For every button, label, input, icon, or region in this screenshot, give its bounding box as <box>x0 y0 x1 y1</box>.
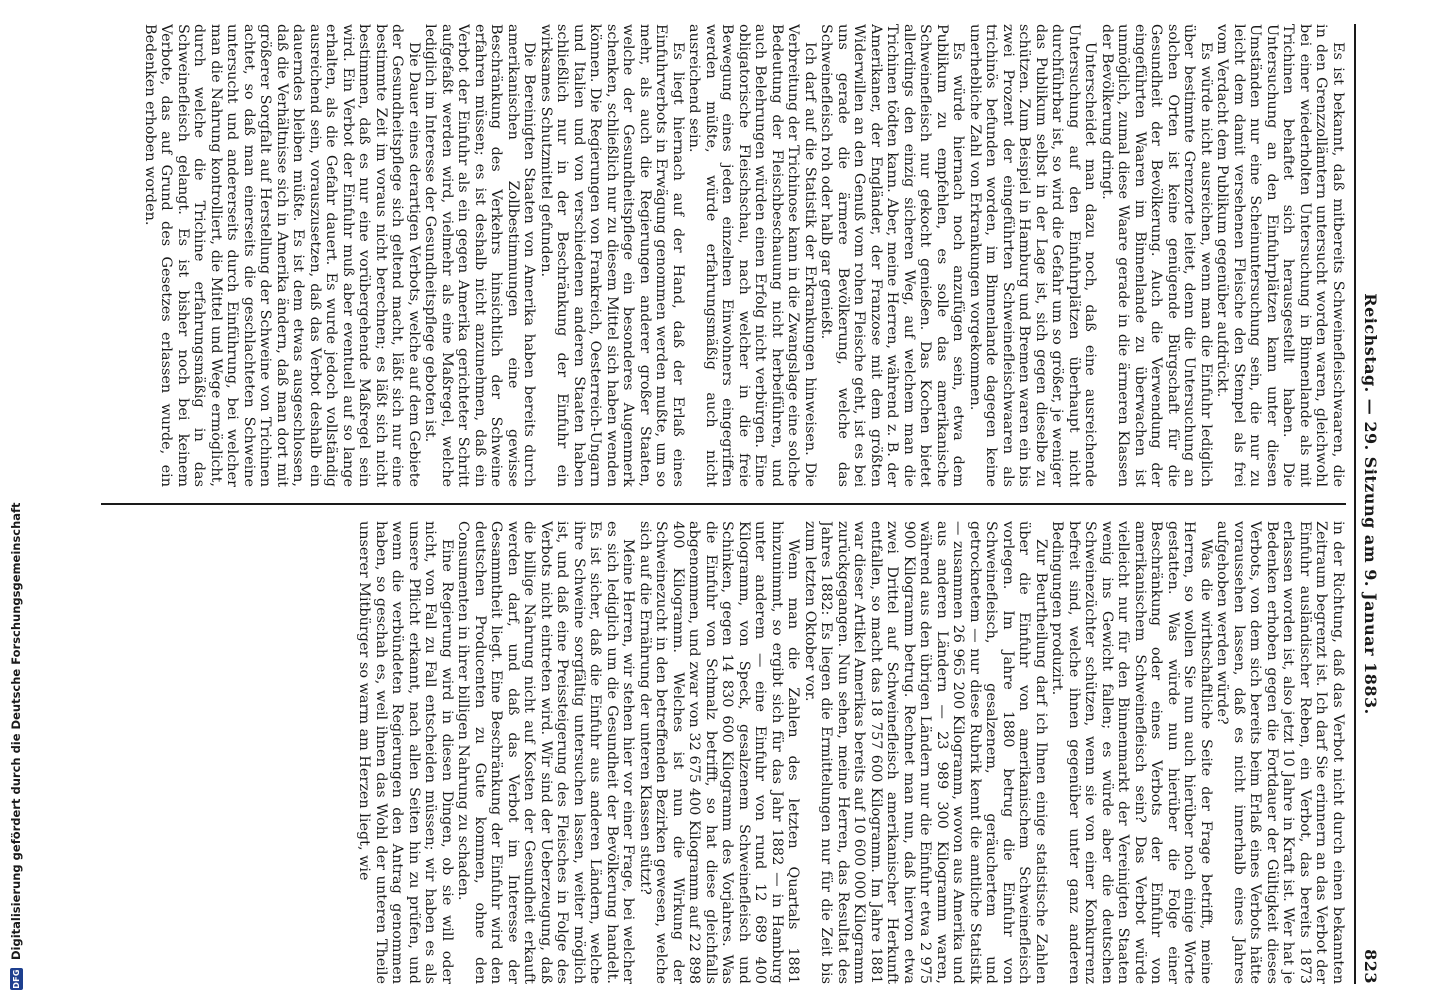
digitization-credit <box>2 0 30 1000</box>
paragraph: Zur Beurtheilung darf ich Ihnen einige statistische Zahlen über die Einfuhr von amerikanischem Schweinefleisch vorlegen. Im Jahre 1880 betrug die Einfuhr von Schweinefleisch, gesalzenem, geräuchertem und getrocknetem — nur diese Rubrik kennt die amtliche Statistik — zusammen 26 965 200 Kilogramm, wovon aus Amerika und aus anderen Ländern — 23 989 300 Kilogramm waren, während aus den übrigen Ländern nur die Einfuhr etwa 2 975 900 Kilogramm betrug. Rechnet man nun, daß hiervon etwa zwei Drittel auf Schweinefleisch amerikanischer Herkunft entfallen, so macht das 18 757 600 Kilogramm. Im Jahre 1881 war dieser Artikel Amerikas bereits auf 10 600 000 Kilogramm zurückgegangen. Nun sehen, meine Herren, das Resultat des Jahres 1882: Es liegen die Ermittelungen nur für die Zeit bis zum letzten Oktober vor. <box>802 521 1049 984</box>
dfg-logo: DFG <box>11 969 21 989</box>
running-title: Reichstag. — 29. Sitzung am 9. Januar 1883. <box>1361 293 1380 715</box>
paragraph: Es liegt hiernach auf der Hand, daß der Erlaß eines Einfuhrverbots in Erwägung genommen werden mußte, um so mehr, als auch die Regierungen anderer großer Staaten, welche der Gesundheitspflege ein besonderes Augenmerk schenken, schließlich nur zu diesem Mittel sich haben wenden können. Die Regierungen von Frankreich, Oesterreich-Ungarn und Italien und von verschiedenen anderen Staaten haben schließlich nur in der Beschränkung der Einfuhr ein wirksames Schutzmittel gefunden. <box>538 24 686 487</box>
paragraph: in der Richtung, daß das Verbot nicht durch einen bekannten Zeitraum begrenzt ist. Ich darf Sie erinnern an das Verbot der Einfuhr ausländischer Reben, ein Verbot, das bereits 1873 erlassen worden ist, also jetzt 10 Jahre in Kraft ist. Wer hat je Bedenken erhoben gegen die Fortdauer der Gültigkeit dieses Verbots, von dem sich bereits beim Erlaß eines Verbots hätte voraussehen lassen, daß es nicht innerhalb eines Jahres aufgehoben werden würde? <box>1214 521 1346 984</box>
paragraph: Es ist bekannt, daß mitbereits Schweinefleischwaaren, die in den Grenzzollämtern untersucht worden waren, gleichwohl bei einer wiederholten Untersuchung in Binnenlande als mit Trichinen behaftet sich herausgestellt haben. Die Untersuchung an den Einfuhrplätzen kann unter diesen Umständen nur eine Scheinuntersuchung sein, die nur zu leicht dem damit versehenen Fleische den Stempel als frei vom Verdacht dem Publikum gegenüber aufdrückt. <box>1214 24 1346 487</box>
text-column-left <box>101 24 1346 487</box>
running-head <box>1346 24 1386 984</box>
paragraph: Es würde hiernach noch anzufügen sein, etwa dem Publikum zu empfehlen, es solle das amerikanische Schweinefleisch nur gekocht genießen. Das Kochen bietet allerdings den einzig sicheren Weg, auf welchem man die Trichinen tödten kann. Aber, meine Herren, während z. B. der Amerikaner, der Engländer, der Franzose mit dem größten Widerwillen an den Genuß vom rohen Fleische geht, ist es bei uns gerade die ärmere Bevölkerung, welche das Schweinefleisch roh oder halb gar genießt. <box>818 24 967 487</box>
column-divider <box>101 503 1346 505</box>
paragraph: Wenn man die Zahlen des letzten Quartals 1881 hinzunimmt, so ergibt sich für das Jahr 1882 — in Hamburg unter anderem — eine Einfuhr von rund 12 689 400 Kilogramm, von Speck, gesalzenem Schweinefleisch und Schinken, gegen 14 830 600 Kilogramm des Vorjahres. Was die Einfuhr von Schmalz betrifft, so hat diese gleichfalls abgenommen, und zwar von 32 675 400 Kilogramm auf 22 898 400 Kilogramm. Welches ist nun die Wirkung der Schweinezucht in den betreffenden Bezirken gewesen, welche sich auf die Ernährung der unteren Klassen stützt? <box>637 521 802 984</box>
text-column-right <box>101 521 1346 984</box>
paragraph: Ich darf auf die Statistik der Erkrankungen hinweisen. Die Verbreitung der Trichinose kann in die Zwangslage eine solche Bedeutung der Fleischbeschauung nicht herbeiführen, und auch Belehrungen würden einen Erfolg nicht verbürgen. Eine obligatorische Fleischschau, nach welcher in die freie Bewegung eines jeden einzelnen Einwohners eingegriffen werden müßte, würde erfahrungsmäßig auch nicht ausreichend sein. <box>686 24 818 487</box>
paragraph: Eine Regierung wird in diesen Dingen, ob sie will oder nicht, von Fall zu Fall entscheiden müssen; wir haben es als unsere Pflicht erkannt, nach allen Seiten hin zu prüfen, und wenn die verbündeten Regierungen den Antrag genommen haben, so geschah es, weil ihnen das Wohl der unteren Theile unserer Mitbürger so warm am Herzen liegt, wie <box>356 521 455 984</box>
page-number: 823 <box>1361 949 1380 984</box>
paragraph: Die Dauer eines derartigen Verbots, welche auf dem Gebiete der Gesundheitspflege sich geltend macht, läßt sich nur eine bestimmte Zeit im voraus nicht berechnen; es läßt sich nicht bestimmen, daß es nur eine vorübergehende Maßregel sein wird. Ein Verbot der Einfuhr muß aber eventuell auf so lange erhalten, als die Gefahr dauert. Es wurde jedoch vollständig ausreichend sein, vorauszusetzen, daß das Verbot deshalb ein dauerndes bleiben müßte. Es ist dem etwas ausgeschlossen, daß die Verhältnisse sich in Amerika ändern, daß man dort mit größerer Sorgfalt auf Herstellung der Schweine von Trichinen achtet, so daß man einerseits die geschlachteten Schweine untersucht und andererseits durch Einführung, bei welcher man die Nahrung kontrolliert, die Mittel und Wege ermöglicht, durch welche die Trichine erfahrungsmäßig in das Schweinefleisch gelangt. Es ist bisher noch bei keinem Verbote, das auf Grund des Gesetzes erlassen wurde, ein Bedenken erhoben worden. <box>142 24 422 487</box>
header-rule <box>1354 24 1356 984</box>
credit-text: Digitalisierung gefördert durch die Deutsche Forschungsgemeinschaft <box>9 502 23 960</box>
paragraph: Was die wirthschaftliche Seite der Frage betrifft, meine Herren, so wollen Sie nun auch hierüber noch einige Worte gestatten. Was würde nun hierüber die Folge einer Beschränkung oder eines Verbots der Einfuhr von amerikanischem Schweinefleisch sein? Das Verbot würde vielleicht nur für den Binnenmarkt der Vereinigten Staaten wenig ins Gewicht fallen; es würde aber die deutschen Schweinezüchter schützen, wenn sie von einer Konkurrenz befreit sind, welche ihnen gegenüber unter ganz anderen Bedingungen produzirt. <box>1049 521 1214 984</box>
paragraph: Es würde nicht ausreichen, wenn man die Einfuhr lediglich über bestimmte Grenzorte leitet, denn die Untersuchung an solchen Orten ist keine genügende Bürgschaft für die Gesundheit der Bevölkerung. Auch die Verwendung der eingeführten Waaren im Binnenlande zu überwachen ist unmöglich, zumal diese Waare gerade in die ärmeren Klassen der Bevölkerung dringt. <box>1099 24 1214 487</box>
paragraph: Die Bereinigten Staaten von Amerika haben bereits durch amerikanischen Zollbestimmungen eine gewisse Beschränkung des Verkehrs hinsichtlich der Schweine erfahren müssen; es ist deshalb nicht anzunehmen, daß ein Verbot der Einfuhr als ein gegen Amerika gerichteter Schritt aufgefaßt werden wird, vielmehr als eine Maßregel, welche lediglich im Interesse der Gesundheitspflege geboten ist. <box>422 24 538 487</box>
newspaper-page <box>96 24 1386 984</box>
paragraph: Meine Herren, wir stehen hier vor einer Frage, bei welcher es sich lediglich um die Gesundheit der Bevölkerung handelt. Es ist sicher, daß die Einfuhr aus anderen Ländern, welche ihre Schweine sorgfältig untersuchen lassen, weiter möglich ist, und daß eine Preissteigerung des Fleisches in Folge des Verbots nicht eintreten wird. Wir sind der Ueberzeugung, daß die billige Nahrung nicht auf Kosten der Gesundheit erkauft werden darf, und daß das Verbot im Interesse der Gesammtheit liegt. Eine Beschränkung der Einfuhr wird den deutschen Producenten zu Gute kommen, ohne den Consumenten in ihrer billigen Nahrung zu schaden. <box>455 521 637 984</box>
paragraph: Unterscheidet man dazu noch, daß eine ausreichende Untersuchung auf den Einfuhrplätzen überhaupt nicht durchführbar ist, so wird die Gefahr um so größer, je weniger das Publikum selbst in der Lage ist, sich gegen dieselbe zu schützen. Zum Beispiel in Hamburg und Bremen waren ein bis zwei Prozent der eingeführten Schweinefleischwaaren als trichinös befunden worden, im Binnenlande dagegen keine unerhebliche Zahl von Erkrankungen vorgekommen. <box>967 24 1099 487</box>
